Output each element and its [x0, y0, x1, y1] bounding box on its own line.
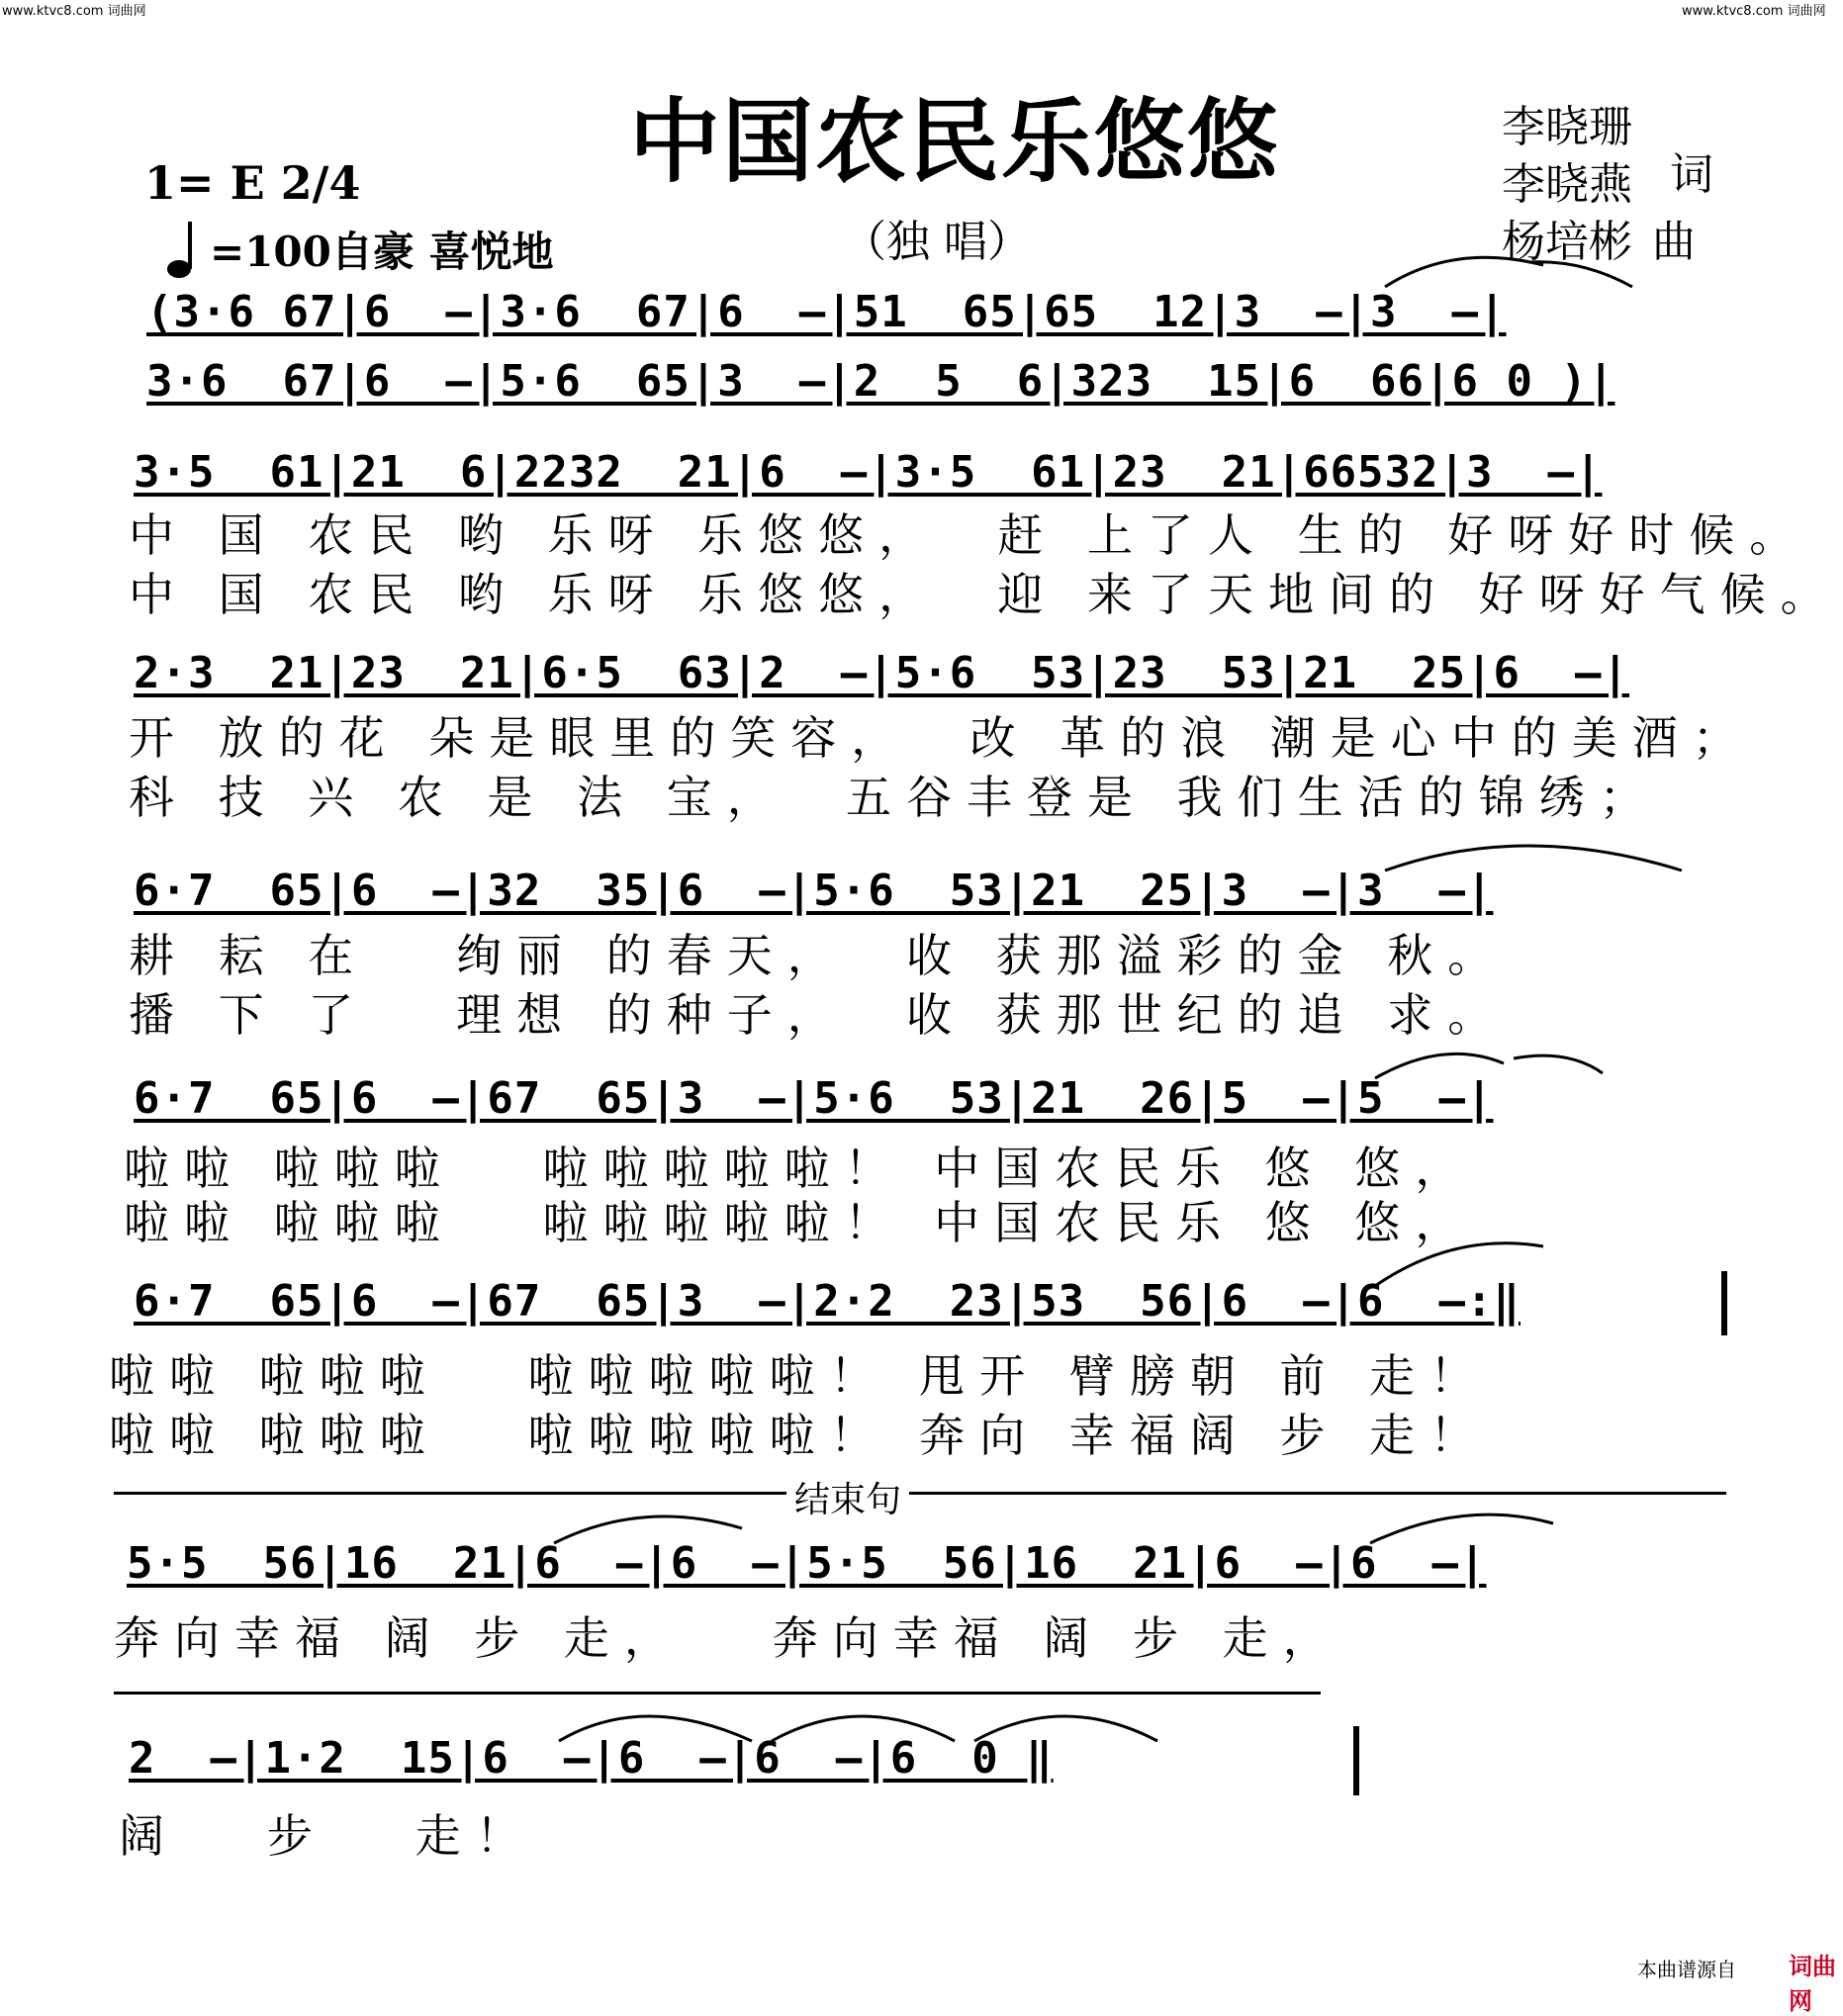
- slur: [1528, 262, 1632, 287]
- system-2-lyric-1: 开 放的花 朵是眼里的笑容， 改 革的浪 潮是心中的美酒；: [129, 711, 1753, 765]
- slur: [1385, 257, 1543, 287]
- coda-line-1-notes: 5·5 56|16 21|6 —|6 —|5·5 56|16 21|6 —|6 —|: [127, 1538, 1487, 1589]
- intro-line-1: (3·6 67|6 —|3·6 67|6 —|51 65|65 12|3 —|3 —|: [146, 287, 1507, 337]
- song-title: 中国农民乐悠悠: [629, 89, 1281, 195]
- composer: 杨培彬: [1502, 217, 1632, 267]
- tempo-expression: 自豪 喜悦地: [330, 228, 554, 276]
- watermark-right: www.ktvc8.com 词曲网: [1682, 4, 1826, 19]
- slur: [1385, 846, 1682, 871]
- coda-line-2-notes: 2 —|1·2 15|6 —|6 —|6 —|6 0 ‖: [129, 1733, 1054, 1784]
- slur: [554, 1516, 742, 1543]
- system-1-lyric-1: 中 国 农民 哟 乐呀 乐悠悠， 赶 上了人 生的 好呀好时候。: [129, 508, 1810, 562]
- watermark-left: www.ktvc8.com 词曲网: [2, 4, 146, 19]
- system-5-lyric-1: 啦啦 啦啦啦 啦啦啦啦啦！ 甩开 臂膀朝 前 走！: [109, 1349, 1490, 1403]
- lyricist-role: 词: [1670, 149, 1713, 200]
- performance-note: （独 唱）: [843, 217, 1031, 267]
- coda-label: 结束句: [786, 1472, 909, 1522]
- system-3-lyric-2: 播 下 了 理想 的种子， 收 获那世纪的追 求。: [129, 988, 1509, 1042]
- system-3-lyric-1: 耕 耘 在 绚丽 的春天， 收 获那溢彩的金 秋。: [129, 929, 1509, 982]
- system-4-lyric-2: 啦啦 啦啦啦 啦啦啦啦啦！ 中国农民乐 悠 悠，: [124, 1196, 1476, 1249]
- lyricist-2: 李晓燕: [1502, 159, 1632, 210]
- slur: [1370, 1514, 1553, 1543]
- system-2-lyric-2: 科 技 兴 农 是 法 宝， 五谷丰登是 我们生活的锦绣；: [129, 771, 1660, 824]
- lyricist-1: 李晓珊: [1502, 102, 1632, 152]
- coda-line-2-lyric: 阔 步 走！: [119, 1809, 536, 1863]
- system-1-notes: 3·5 61|21 6|2232 21|6 —|3·5 61|23 21|66532|3 —|: [134, 447, 1603, 498]
- system-4-notes: 6·7 65|6 —|67 65|3 —|5·6 53|21 26|5 —|5 —|: [134, 1073, 1494, 1124]
- system-5-lyric-2: 啦啦 啦啦啦 啦啦啦啦啦！ 奔向 幸福阔 步 走！: [109, 1409, 1490, 1462]
- system-5-notes: 6·7 65|6 —|67 65|3 —|2·2 23|53 56|6 —|6 —:‖: [134, 1276, 1521, 1327]
- slur: [772, 1716, 955, 1741]
- tempo-value: =100: [210, 228, 331, 276]
- composer-role: 曲: [1652, 217, 1696, 267]
- slur: [1375, 1054, 1504, 1078]
- system-3-notes: 6·7 65|6 —|32 35|6 —|5·6 53|21 25|3 —|3 —|: [134, 866, 1494, 916]
- system-2-notes: 2·3 21|23 21|6·5 63|2 —|5·6 53|23 53|21 25|6 —|: [134, 648, 1629, 698]
- intro-line-2: 3·6 67|6 —|5·6 65|3 —|2 5 6|323 15|6 66|6 0 )|: [146, 356, 1615, 407]
- slur: [1514, 1055, 1603, 1073]
- coda-line-1-lyric: 奔向幸福 阔 步 走， 奔向幸福 阔 步 走，: [114, 1611, 1343, 1665]
- slur: [974, 1716, 1157, 1741]
- slur: [559, 1716, 752, 1741]
- slur: [1375, 1243, 1543, 1286]
- system-4-lyric-1: 啦啦 啦啦啦 啦啦啦啦啦！ 中国农民乐 悠 悠，: [124, 1142, 1476, 1195]
- footer-logo: 词曲网: [1789, 1953, 1836, 2015]
- key-signature: 1= E 2/4: [144, 156, 361, 210]
- footer-source: 本曲谱源自: [1637, 1958, 1736, 1981]
- system-1-lyric-2: 中 国 农民 哟 乐呀 乐悠悠， 迎 来了天地间的 好呀好气候。: [129, 568, 1841, 621]
